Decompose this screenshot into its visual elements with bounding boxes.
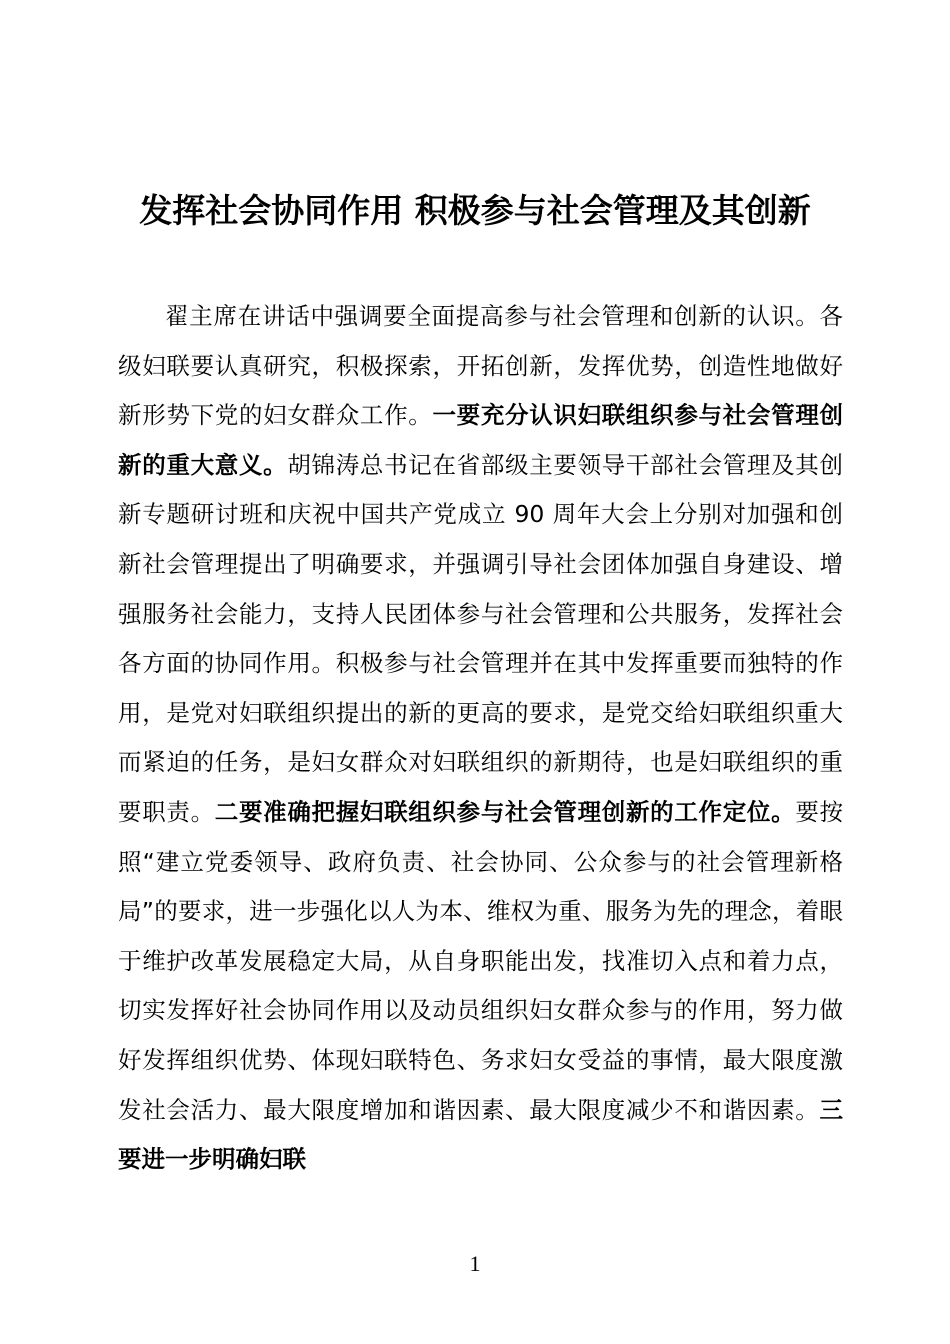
body-paragraph (118, 292, 843, 1185)
body-text-segment: 胡锦涛总书记在省部级主要领导干部社会管理及其创新专题研讨班和庆祝中国共产党成立 90 周年大会上分别对加强和创新社会管理提出了明确要求，并强调引导社会团体加强自身建设、增强服务社会能力，支持人民团体参与社会管理和公共服务，发挥社会各方面的协同作用。积极参与社会管理并在其中发挥重要而独特的作用，是党对妇联组织提出的新的更高的要求，是党交给妇联组织重大而紧迫的任务，是妇女群众对妇联组织的新期待，也是妇联组织的重要职责。 (118, 450, 843, 826)
bold-heading-1: 一要充分认识妇联组织参与社会管理创新的重大意义。 (118, 401, 844, 479)
body-text-segment: 翟主席在讲话中强调要全面提高参与社会管理和创新的认识。各级妇联要认真研究，积极探索，开拓创新，发挥优势，创造性地做好新形势下党的妇女群众工作。 (118, 302, 843, 430)
bold-heading-2: 二要准确把握妇联组织参与社会管理创新的工作定位。 (214, 797, 796, 826)
page-number: 1 (469, 1251, 481, 1276)
document-title: 发挥社会协同作用 积极参与社会管理及其创新 (139, 191, 811, 230)
body-text-segment: 要按照“建立党委领导、政府负责、社会协同、公众参与的社会管理新格局”的要求，进一步强化以人为本、维权为重、服务为先的理念，着眼于维护改革发展稳定大局，从自身职能出发，找准切入点和着力点，切实发挥好社会协同作用以及动员组织妇女群众参与的作用，努力做好发挥组织优势、体现妇联特色、务求妇女受益的事情，最大限度激发社会活力、最大限度增加和谐因素、最大限度减少不和谐因素。 (118, 797, 844, 1124)
bold-heading-3: 三要进一步明确妇联 (118, 1095, 843, 1174)
